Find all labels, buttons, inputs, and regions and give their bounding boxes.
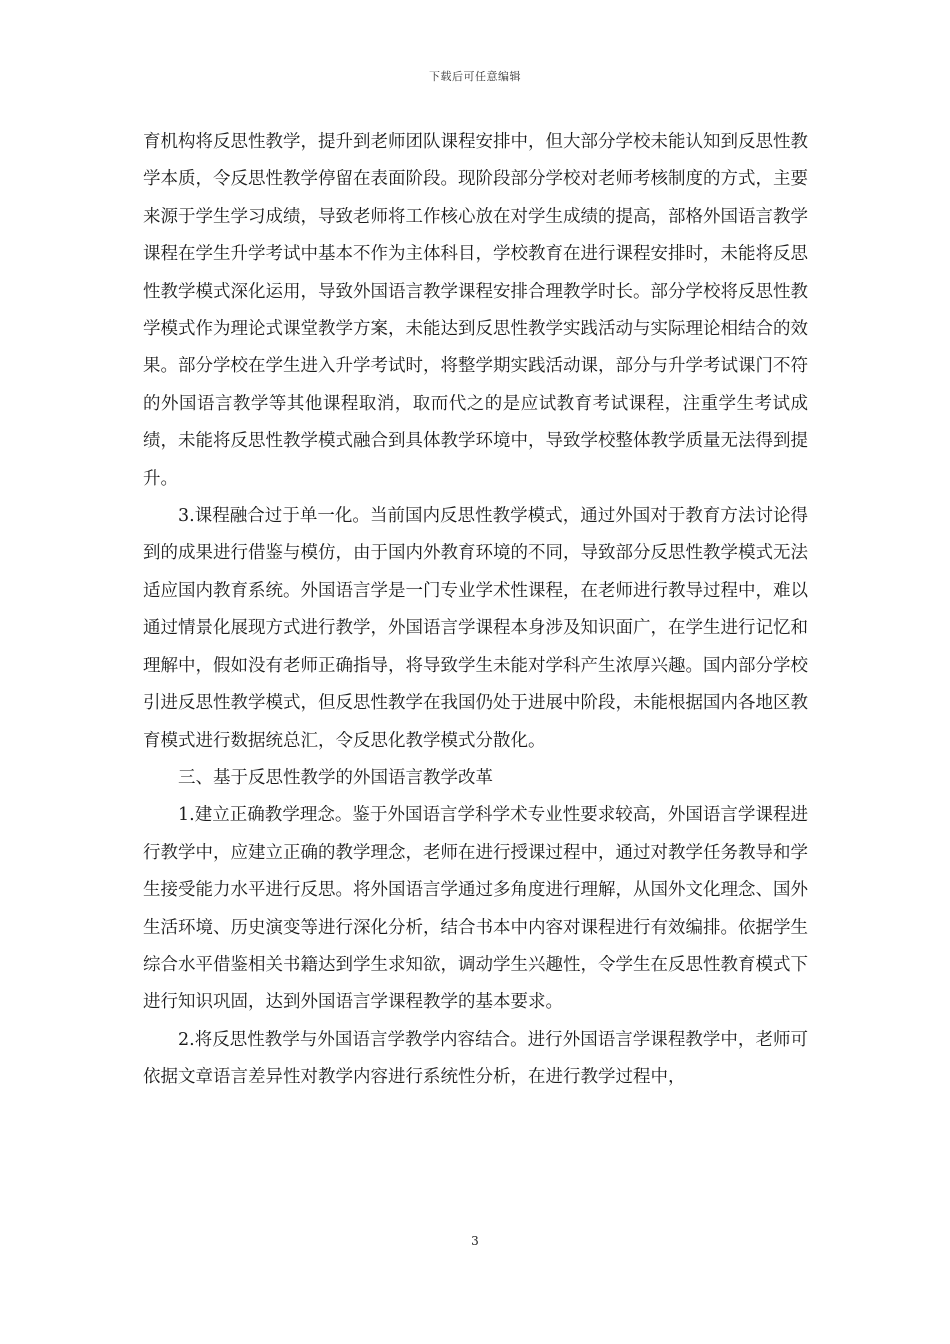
section-heading: 三、基于反思性教学的外国语言教学改革 bbox=[178, 767, 493, 788]
paragraph-content-integration: 2.将反思性教学与外国语言学教学内容结合。进行外国语言学课程教学中，老师可依据文章语言差异性对教学内容进行系统性分析，在进行教学过程中， bbox=[143, 1029, 808, 1088]
document-body bbox=[143, 124, 808, 1097]
page-number: 3 bbox=[471, 1234, 479, 1248]
paragraph-course-integration: 3.课程融合过于单一化。当前国内反思性教学模式，通过外国对于教育方法讨论得到的成果进行借鉴与模仿，由于国内外教育环境的不同，导致部分反思性教学模式无法适应国内教育系统。外国语言学是一门专业学术性课程，在老师进行教导过程中，难以通过情景化展现方式进行教学，外国语言学课程本身涉及知识面广，在学生进行记忆和理解中，假如没有老师正确指导，将导致学生未能对学科产生浓厚兴趣。国内部分学校引进反思性教学模式，但反思性教学在我国仍处于进展中阶段，未能根据国内各地区教育模式进行数据统总汇，令反思化教学模式分散化。 bbox=[143, 506, 808, 751]
paragraph-teaching-philosophy: 1.建立正确教学理念。鉴于外国语言学科学术专业性要求较高，外国语言学课程进行教学中，应建立正确的教学理念，老师在进行授课过程中，通过对教学任务教导和学生接受能力水平进行反思。将外国语言学通过多角度进行理解，从国外文化理念、国外生活环境、历史演变等进行深化分析，结合书本中内容对课程进行有效编排。依据学生综合水平借鉴相关书籍达到学生求知欲，调动学生兴趣性，令学生在反思性教育模式下进行知识巩固，达到外国语言学课程教学的基本要求。 bbox=[143, 805, 808, 1013]
page-header: 下载后可任意编辑 bbox=[429, 70, 521, 83]
paragraph-continuation: 育机构将反思性教学，提升到老师团队课程安排中，但大部分学校未能认知到反思性教学本质，令反思性教学停留在表面阶段。现阶段部分学校对老师考核制度的方式，主要来源于学生学习成绩，导致老师将工作核心放在对学生成绩的提高，部格外国语言教学课程在学生升学考试中基本不作为主体科目，学校教育在进行课程安排时，未能将反思性教学模式深化运用，导致外国语言教学课程安排合理教学时长。部分学校将反思性教学模式作为理论式课堂教学方案，未能达到反思性教学实践活动与实际理论相结合的效果。部分学校在学生进入升学考试时，将整学期实践活动课，部分与升学考试课门不符的外国语言教学等其他课程取消，取而代之的是应试教育考试课程，注重学生考试成绩，未能将反思性教学模式融合到具体教学环境中，导致学校整体教学质量无法得到提升。 bbox=[143, 132, 808, 489]
